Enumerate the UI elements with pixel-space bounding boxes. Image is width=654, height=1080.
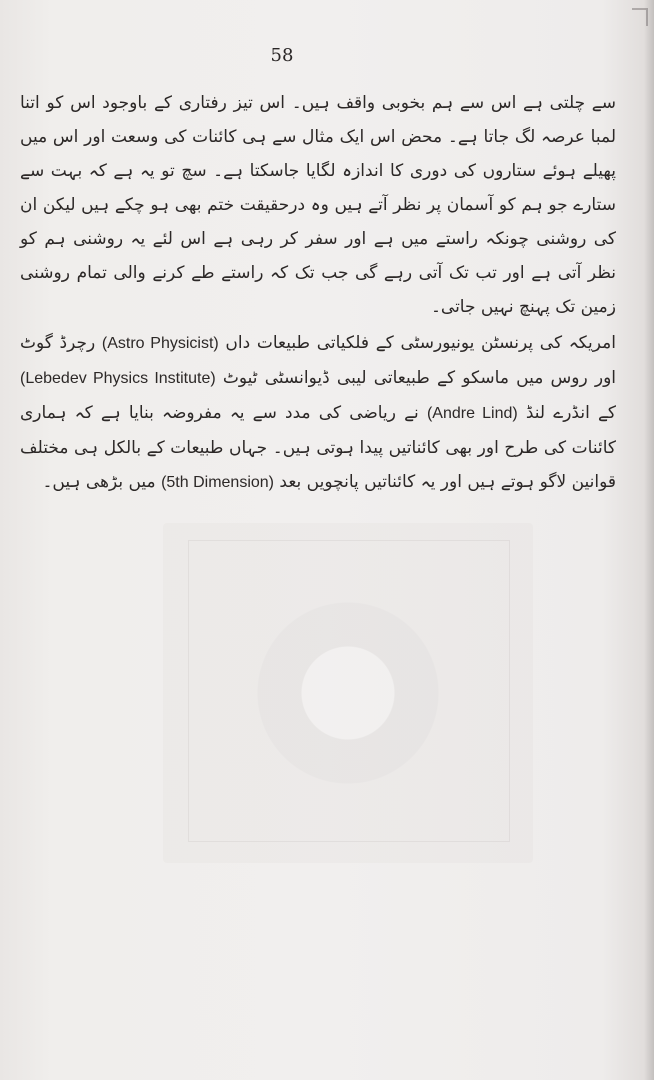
paragraph-2-text-2: رچرڈ گوٹ اور روس میں ماسکو کے طبیعاتی لیبی ڈیوانسٹی ٹیوٹ xyxy=(20,333,617,388)
paragraph-2-text-5: میں بڑھی ہیں۔ xyxy=(42,472,156,492)
page-corner-mark xyxy=(632,8,648,26)
andre-lind-term: (Andre Lind) xyxy=(426,405,518,422)
paragraph-1-text: سے چلتی ہے اس سے ہم بخوبی واقف ہیں۔ اس تیز رفتاری کے باوجود اس کو اتنا لمبا عرصہ لگ جاتا ہے۔ محض اس ایک مثال سے ہی کائنات کی وسعت اور اس میں پھیلے ہوئے ستاروں کی دوری کا اندازہ لگایا جاسکتا ہے۔ سچ تو یہ ہے کہ بہت سے ستارے جو ہم کو آسمان پر نظر آتے ہیں وہ درحقیقت ختم بھی ہو چکے ہیں لیکن ان کی روشنی چونکہ راستے میں ہے اور سفر کر رہی ہے اس لئے یہ روشنی ہم کو نظر آتی ہے اور تب تک آتی رہے گی جب تک کہ راستے طے کرنے والی تمام روشنی زمین تک پہنچ نہیں جاتی۔ xyxy=(20,93,616,317)
paragraph-2-text-1: امریکہ کی پرنسٹن یونیورسٹی کے فلکیاتی طبیعات داں xyxy=(218,333,616,353)
astro-physicist-term: (Astro Physicist) xyxy=(101,335,219,352)
page-number: 58 xyxy=(270,45,294,66)
show-through-frame xyxy=(188,540,510,842)
lebedev-institute-term: (Lebedev Physics Institute) xyxy=(20,370,216,387)
paragraph-2-text-3: کے انڈرے لنڈ xyxy=(517,403,617,423)
fifth-dimension-term: (5th Dimension) xyxy=(161,474,275,491)
body-text xyxy=(20,86,616,500)
paragraph-1 xyxy=(20,86,616,324)
paragraph-2 xyxy=(20,326,616,500)
paragraph-2-text-4: نے ریاضی کی مدد سے یہ مفروضہ بنایا ہے کہ ہماری کائنات کی طرح اور بھی کائناتیں پیدا ہوتی ہیں۔ جہاں طبیعات کے بالکل ہی مختلف قوانین لاگو ہوتے ہیں اور یہ کائناتیں پانچویں بعد xyxy=(20,403,616,492)
